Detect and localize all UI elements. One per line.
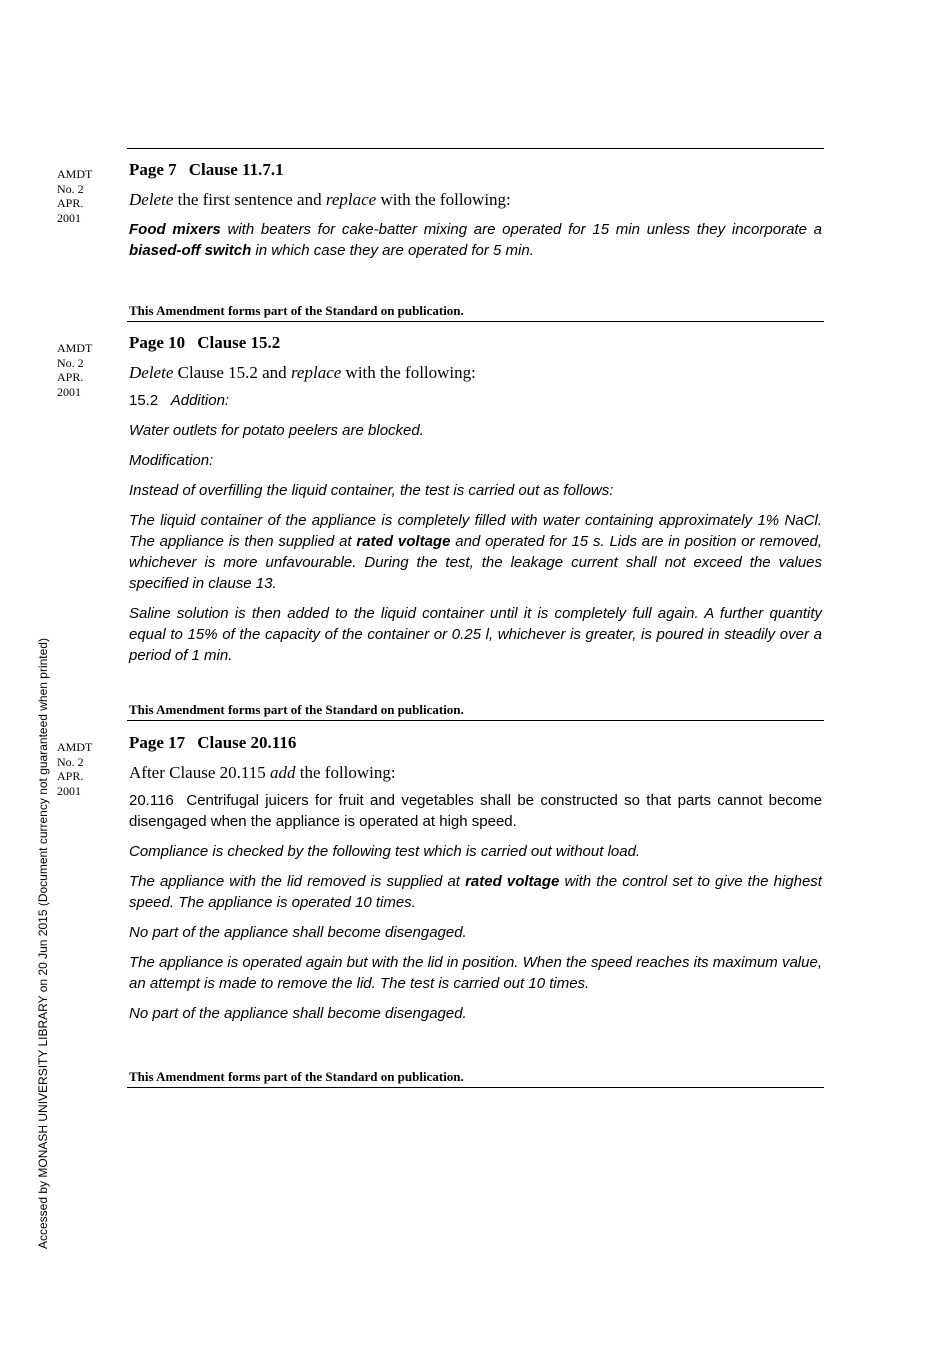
amendment-heading: Page 17 Clause 20.116	[129, 733, 297, 752]
paragraph: Instead of overfilling the liquid container, the test is carried out as follows:	[129, 482, 614, 499]
paragraph: No part of the appliance shall become disengaged.	[129, 924, 467, 941]
instruction: After Clause 20.115 add the following:	[129, 763, 396, 782]
amendment-footer-3: This Amendment forms part of the Standard on publication.	[129, 1069, 464, 1084]
paragraph: Food mixers with beaters for cake-batter mixing are operated for 15 min unless they incorporate a biased-off switch in which case they are operated for 5 min.	[129, 221, 823, 259]
instruction: Delete Clause 15.2 and replace with the following:	[129, 363, 476, 382]
access-watermark-text: Accessed by MONASH UNIVERSITY LIBRARY on 20 Jun 2015 (Document currency not guaranteed when printed)	[36, 638, 50, 1249]
amendment-1	[129, 160, 822, 261]
rule-1	[127, 321, 824, 322]
clause-number-line: 15.2 Addition:	[129, 392, 230, 409]
paragraph: Modification:	[129, 452, 214, 469]
margin-note-1: AMDT No. 2 APR. 2001	[57, 167, 93, 225]
amendment-2	[129, 333, 822, 666]
amendment-heading: Page 7 Clause 11.7.1	[129, 160, 284, 179]
rule-2	[127, 720, 824, 721]
paragraph: Compliance is checked by the following test which is carried out without load.	[129, 843, 641, 860]
paragraph: 20.116 Centrifugal juicers for fruit and vegetables shall be constructed so that parts cannot become disengaged when the appliance is operated at high speed.	[129, 792, 822, 830]
margin-note-3: AMDT No. 2 APR. 2001	[57, 740, 93, 798]
amendment-3	[129, 733, 822, 1024]
paragraph: The liquid container of the appliance is completely filled with water containing approximately 1% NaCl. The appliance is then supplied at rated voltage and operated for 15 s. Lids are in position or removed, whichever is more unfavourable. During the test, the leakage current shall not exceed the values specified in clause 13.	[129, 512, 822, 592]
amendment-heading: Page 10 Clause 15.2	[129, 333, 281, 352]
amendment-footer-2: This Amendment forms part of the Standard on publication.	[129, 702, 464, 717]
margin-note-2: AMDT No. 2 APR. 2001	[57, 341, 93, 399]
paragraph: Water outlets for potato peelers are blocked.	[129, 422, 424, 439]
top-rule	[127, 148, 824, 149]
paragraph: The appliance with the lid removed is supplied at rated voltage with the control set to give the highest speed. The appliance is operated 10 times.	[129, 873, 822, 911]
paragraph: The appliance is operated again but with the lid in position. When the speed reaches its maximum value, an attempt is made to remove the lid. The test is carried out 10 times.	[129, 954, 822, 992]
amendment-footer-1: This Amendment forms part of the Standard on publication.	[129, 303, 464, 318]
paragraph: Saline solution is then added to the liquid container until it is completely full again. A further quantity equal to 15% of the capacity of the container or 0.25 l, whichever is greater, is poured in steadily over a period of 1 min.	[129, 605, 822, 664]
rule-3	[127, 1087, 824, 1088]
paragraph: No part of the appliance shall become disengaged.	[129, 1005, 467, 1022]
instruction: Delete the first sentence and replace with the following:	[129, 190, 511, 209]
